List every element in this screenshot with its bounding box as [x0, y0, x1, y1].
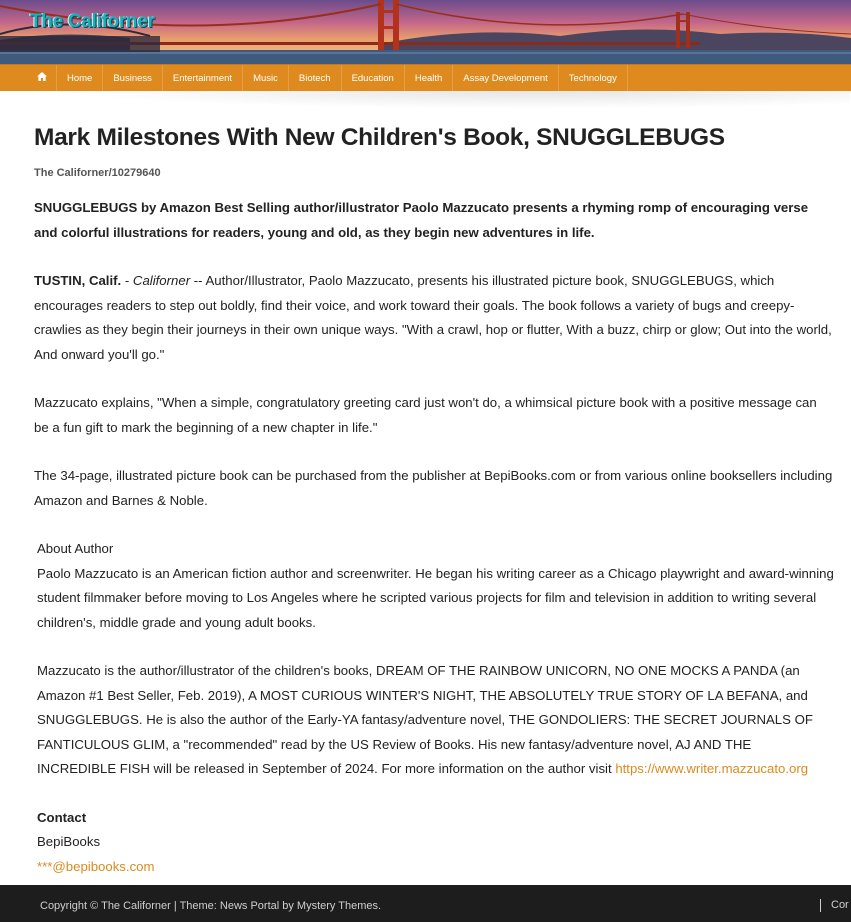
- article-byline: The Californer/10279640: [34, 167, 161, 179]
- nav-item-business[interactable]: Business: [103, 65, 163, 92]
- header-banner: [0, 0, 851, 64]
- article-paragraph-5: [37, 659, 834, 782]
- footer-copyright: Copyright © The Californer | Theme: News Portal by Mystery Themes.: [40, 900, 382, 912]
- paragraph-5-text: Mazzucato is the author/illustrator of the children's books, DREAM OF THE RAINBOW UNICORN, NO ONE MOCKS A PANDA (an Amazon #1 Best Seller, Feb. 2019), A MOST CURIOUS WINTER'S NIGHT, THE ABSOLUTELY TRUE STORY OF LA BEFANA, and SNUGGLEBUGS. He is also the author of the Early-YA fantasy/adventure novel, THE GONDOLIERS: THE SECRET JOURNALS OF FANTICULOUS GLIM, a "recommended" read by the US Review of Books. His new fantasy/adventure novel, AJ AND THE INCREDIBLE FISH will be released in September of 2024. For more information on the author visit: [37, 663, 813, 776]
- nav-item-home[interactable]: Home: [57, 65, 103, 92]
- paragraph-1-text: -- Author/Illustrator, Paolo Mazzucato, presents his illustrated picture book, SNUGGLEBUGS, which encourages readers to step out boldly, find their voice, and work toward their goals. The book follows a variety of bugs and creepy-crawlies as they begin their journeys in their own unique ways. "With a crawl, hop or flutter, With a buzz, chirp or glow; Out into the world, And onward you'll go.": [34, 273, 832, 362]
- footer-right-text[interactable]: Cor: [820, 899, 849, 912]
- nav-item-education[interactable]: Education: [342, 65, 405, 92]
- nav-home-icon-link[interactable]: [28, 65, 57, 92]
- author-website-link[interactable]: https://www.writer.mazzucato.org: [615, 761, 809, 776]
- about-author-heading: About Author: [37, 541, 114, 556]
- about-author-section: [37, 537, 834, 635]
- nav-shadow-divider: [60, 91, 850, 109]
- nav-item-entertainment[interactable]: Entertainment: [163, 65, 243, 92]
- article-paragraph-1: [34, 269, 834, 367]
- nav-item-technology[interactable]: Technology: [559, 65, 628, 92]
- article-paragraph-3: The 34-page, illustrated picture book can be purchased from the publisher at BepiBooks.com or from various online booksellers including Amazon and Barnes & Noble.: [34, 468, 833, 508]
- article-lead-paragraph: SNUGGLEBUGS by Amazon Best Selling author/illustrator Paolo Mazzucato presents a rhyming romp of encouraging verse and colorful illustrations for readers, young and old, as they begin new adventures in life.: [34, 200, 809, 240]
- site-footer: [0, 885, 851, 922]
- source-name: Californer: [132, 273, 191, 288]
- contact-email-link[interactable]: ***@bepibooks.com: [37, 858, 155, 874]
- nav-item-music[interactable]: Music: [243, 65, 289, 92]
- dateline: TUSTIN, Calif.: [34, 273, 122, 288]
- home-icon: [37, 72, 47, 81]
- nav-item-assay-development[interactable]: Assay Development: [453, 65, 558, 92]
- contact-heading: Contact: [37, 809, 87, 825]
- about-author-text: Paolo Mazzucato is an American fiction author and screenwriter. He began his writing career as a Chicago playwright and award-winning student filmmaker before moving to Los Angeles where he scripted various projects for film and television in addition to writing several children's, middle grade and young adult books.: [37, 565, 834, 630]
- article-paragraph-2: Mazzucato explains, "When a simple, congratulatory greeting card just won't do, a whimsical picture book with a positive message can be a fun gift to mark the beginning of a new chapter in life.": [34, 395, 817, 435]
- site-title[interactable]: The Californer: [30, 11, 155, 32]
- nav-item-biotech[interactable]: Biotech: [289, 65, 342, 92]
- nav-item-health[interactable]: Health: [405, 65, 453, 92]
- article-title: Mark Milestones With New Children's Book, SNUGGLEBUGS: [34, 124, 725, 151]
- contact-name: BepiBooks: [37, 834, 101, 849]
- main-navigation: [0, 64, 851, 91]
- article: [34, 120, 834, 879]
- dateline-separator: -: [121, 273, 133, 288]
- contact-section: [37, 806, 834, 880]
